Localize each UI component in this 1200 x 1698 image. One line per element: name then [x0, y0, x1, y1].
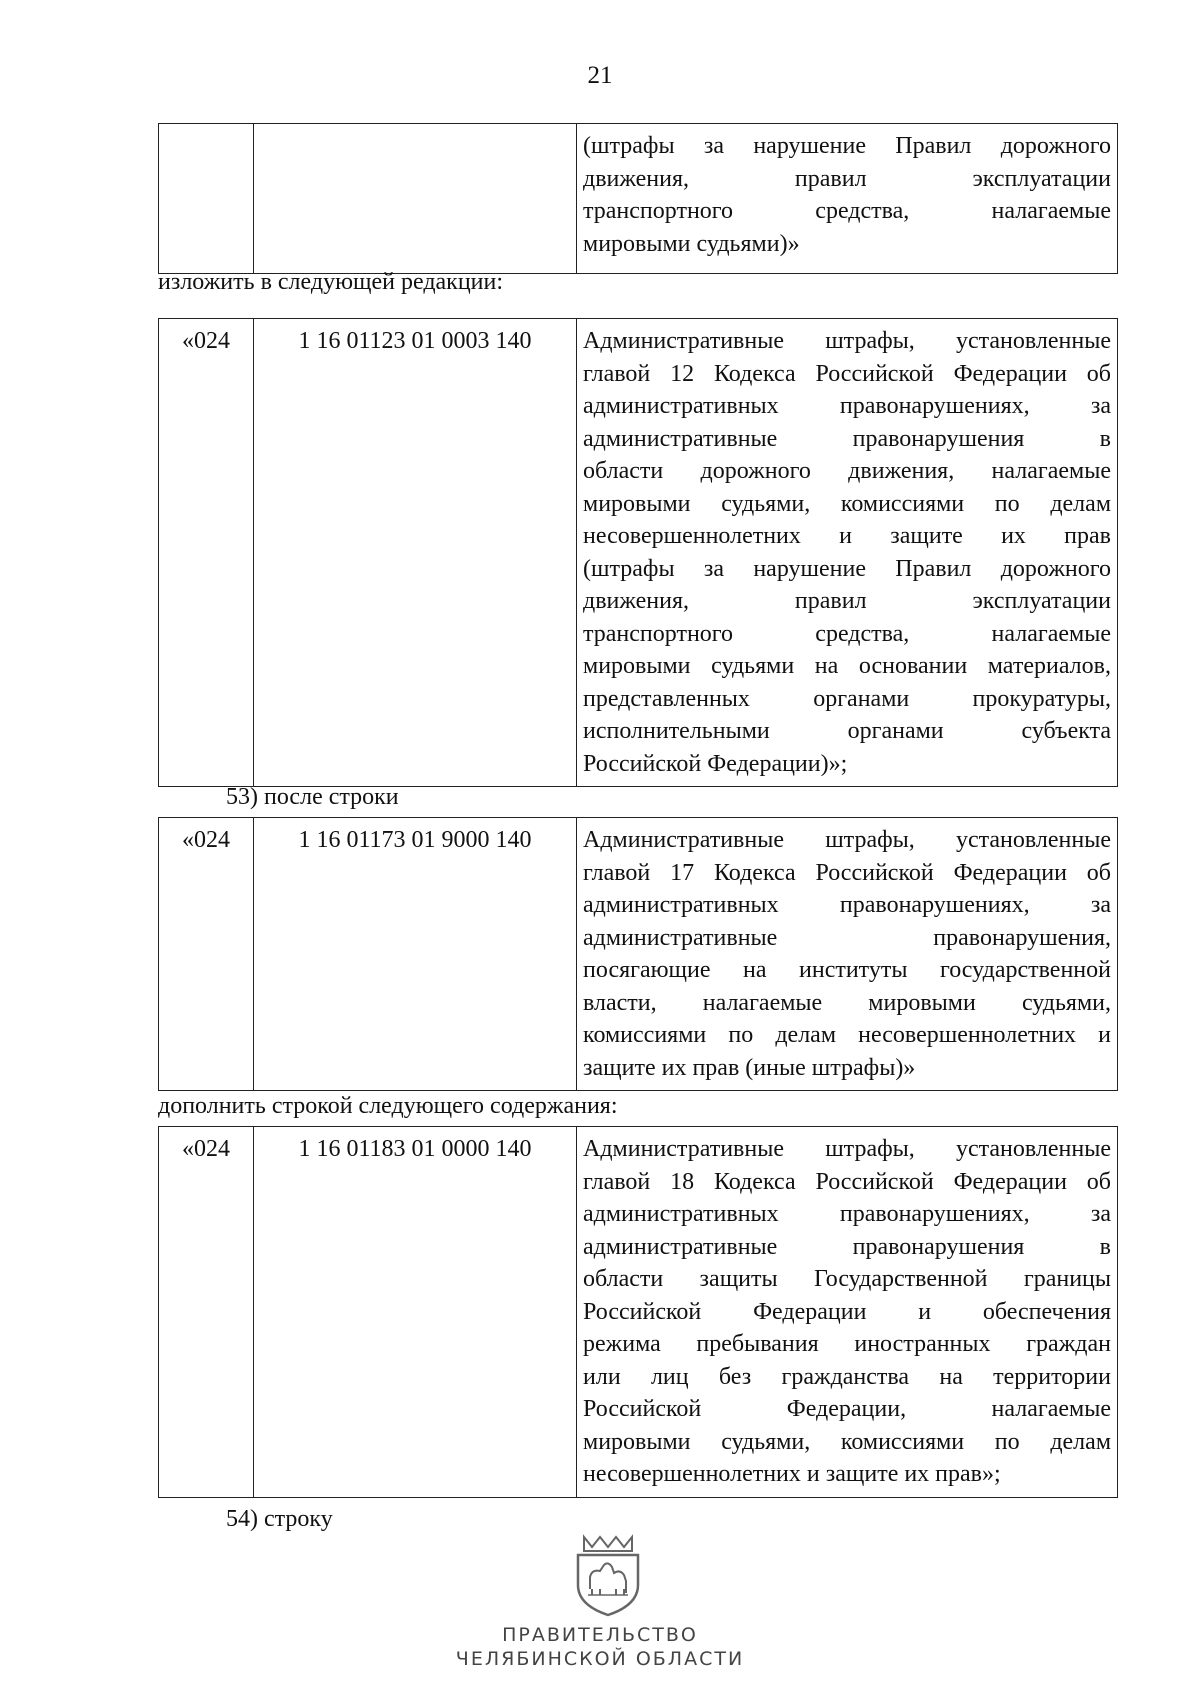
budget-code-cell: 1 16 01123 01 0003 140	[254, 319, 577, 787]
description-line: Российской Федерации и обеспечения	[583, 1298, 1111, 1325]
description-line: административные правонарушения,	[583, 924, 1111, 951]
description-cell	[577, 818, 1118, 1091]
description-line: власти, налагаемые мировыми судьями,	[583, 989, 1111, 1016]
code-table-continuation	[158, 123, 1118, 274]
description-line: Российской Федерации, налагаемые	[583, 1396, 1111, 1422]
admin-code-cell	[159, 124, 254, 274]
description-line: административные правонарушения в	[583, 1233, 1111, 1260]
page-number: 21	[587, 62, 613, 89]
table-row	[159, 818, 1118, 1091]
description-line: области защиты Государственной границы	[583, 1266, 1111, 1292]
admin-code-cell: «024	[159, 818, 254, 1091]
description-line: транспортного средства, налагаемые	[583, 620, 1111, 647]
description-line: Российской Федерации)»;	[583, 750, 848, 777]
admin-code-cell: «024	[159, 1127, 254, 1498]
description-line: мировыми судьями)»	[583, 230, 800, 257]
description-line: административных правонарушениях, за	[583, 393, 1111, 419]
item-54-heading: 54) строку	[226, 1506, 333, 1532]
description-line: несовершеннолетних и защите их прав	[583, 523, 1111, 549]
description-line: режима пребывания иностранных граждан	[583, 1331, 1111, 1357]
stamp-line-2: ЧЕЛЯБИНСКОЙ ОБЛАСТИ	[455, 1648, 745, 1670]
description-line: административных правонарушениях, за	[583, 1201, 1111, 1227]
description-line: Административные штрафы, установленные	[583, 827, 1111, 853]
description-line: мировыми судьями на основании материалов,	[583, 653, 1111, 679]
description-line: административных правонарушениях, за	[583, 892, 1111, 918]
description-line: или лиц без гражданства на территории	[583, 1363, 1111, 1390]
description-cell	[577, 124, 1118, 274]
chelyabinsk-coat-of-arms-icon	[570, 1533, 646, 1617]
instruction-text: изложить в следующей редакции:	[158, 269, 504, 295]
description-line: (штрафы за нарушение Правил дорожного	[583, 555, 1111, 582]
instruction-text: дополнить строкой следующего содержания:	[158, 1093, 618, 1119]
description-line: мировыми судьями, комиссиями по делам	[583, 490, 1111, 517]
description-line: области дорожного движения, налагаемые	[583, 458, 1111, 484]
item-53-heading: 53) после строки	[226, 784, 399, 810]
budget-code-cell: 1 16 01183 01 0000 140	[254, 1127, 577, 1498]
description-line: движения, правил эксплуатации	[583, 588, 1111, 614]
description-line: Административные штрафы, установленные	[583, 1136, 1111, 1162]
description-line: защите их прав (иные штрафы)»	[583, 1054, 916, 1081]
description-line: главой 12 Кодекса Российской Федерации об	[583, 360, 1111, 387]
description-line: административные правонарушения в	[583, 425, 1111, 452]
budget-code-cell	[254, 124, 577, 274]
admin-code-cell: «024	[159, 319, 254, 787]
description-line: посягающие на институты государственной	[583, 957, 1111, 983]
description-line: Административные штрафы, установленные	[583, 328, 1111, 354]
description-line: комиссиями по делам несовершеннолетних и	[583, 1022, 1111, 1048]
stamp-line-1: ПРАВИТЕЛЬСТВО	[502, 1624, 698, 1646]
description-line: несовершеннолетних и защите их прав»;	[583, 1461, 1001, 1487]
description-line: транспортного средства, налагаемые	[583, 198, 1111, 224]
code-table-added-row	[158, 1126, 1118, 1498]
description-line: мировыми судьями, комиссиями по делам	[583, 1428, 1111, 1455]
code-table-new-edition	[158, 318, 1118, 787]
table-row	[159, 1127, 1118, 1498]
description-cell	[577, 319, 1118, 787]
description-cell	[577, 1127, 1118, 1498]
table-row	[159, 124, 1118, 274]
description-line: главой 17 Кодекса Российской Федерации об	[583, 859, 1111, 886]
description-line: (штрафы за нарушение Правил дорожного	[583, 133, 1111, 159]
code-table-after-row	[158, 817, 1118, 1091]
description-line: движения, правил эксплуатации	[583, 165, 1111, 192]
description-line: исполнительными органами субъекта	[583, 718, 1111, 744]
budget-code-cell: 1 16 01173 01 9000 140	[254, 818, 577, 1091]
description-line: представленных органами прокуратуры,	[583, 685, 1111, 712]
description-line: главой 18 Кодекса Российской Федерации об	[583, 1168, 1111, 1195]
table-row	[159, 319, 1118, 787]
